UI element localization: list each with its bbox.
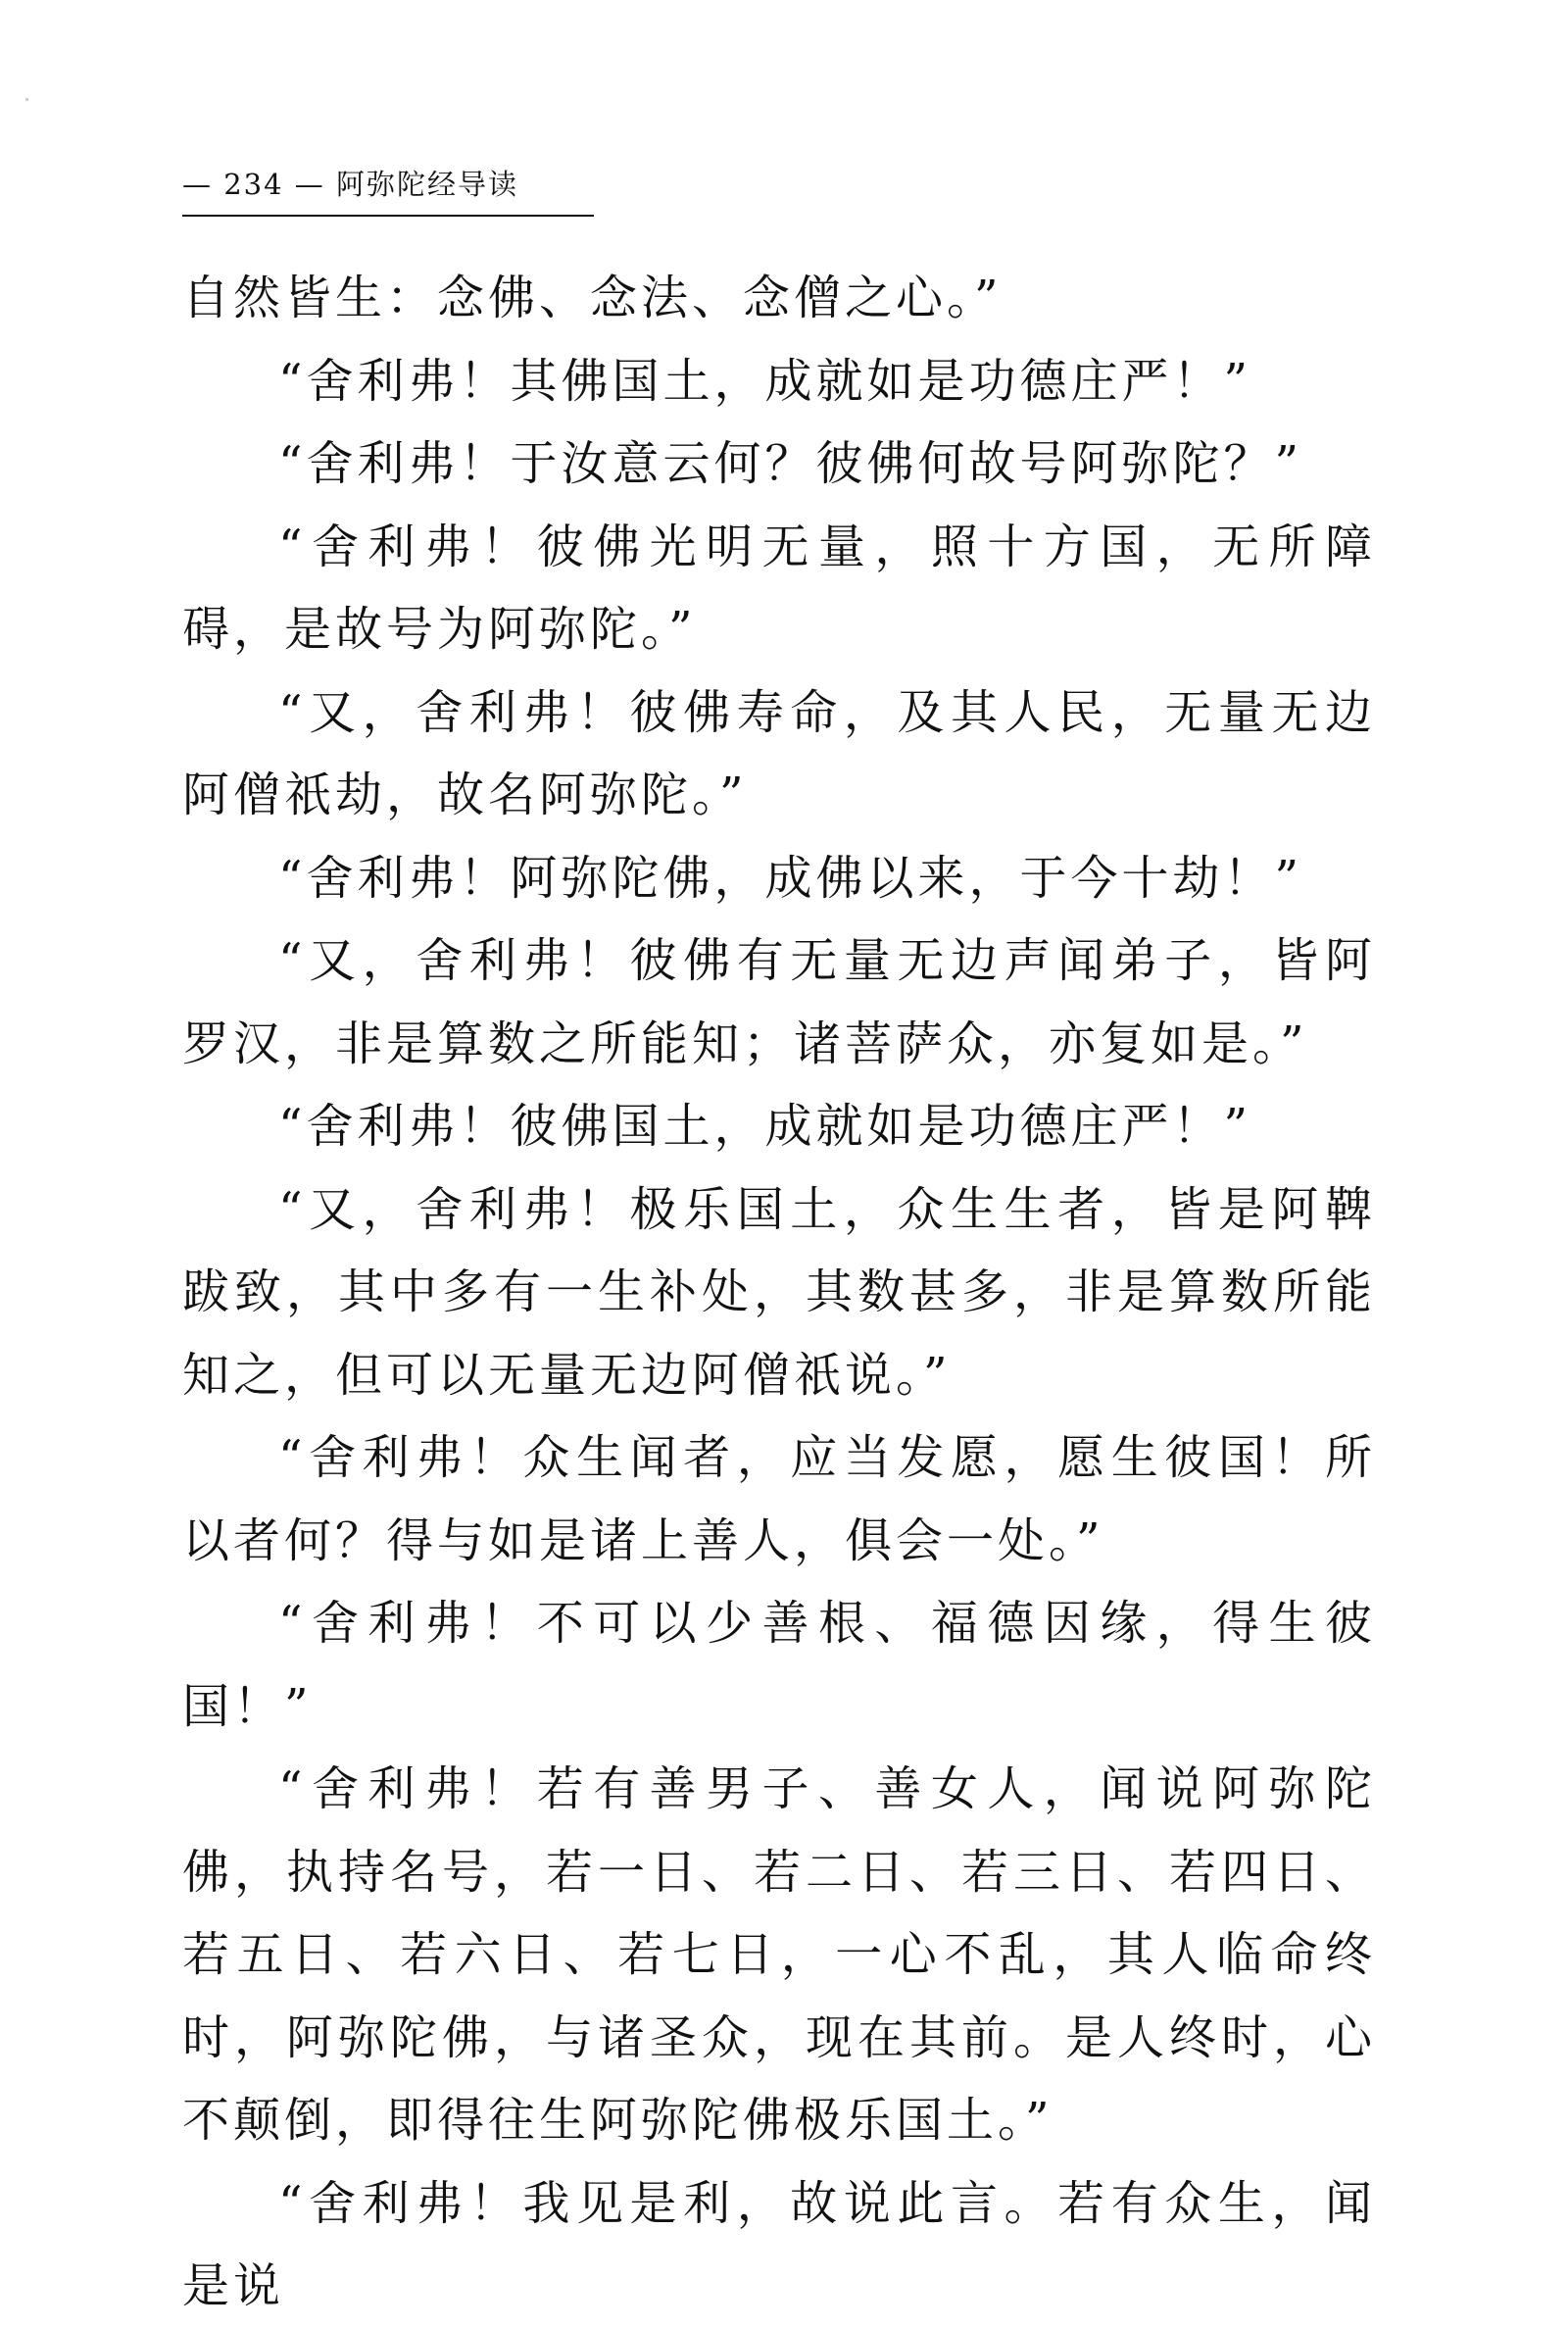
paragraph: “舍利弗！不可以少善根、福德因缘，得生彼国！” [182,1596,1376,1734]
paragraph: “舍利弗！其佛国土，成就如是功德庄严！” [278,353,1252,409]
body-text [182,257,1376,2328]
running-head: — 234 — 阿弥陀经导读 [182,168,519,201]
paragraph: “舍利弗！阿弥陀佛，成佛以来，于今十劫！” [278,850,1303,906]
paragraph-continuation: 自然皆生：念佛、念法、念僧之心。” [182,271,1003,325]
paragraph: “舍利弗！彼佛国土，成就如是功德庄严！” [278,1099,1252,1154]
header-rule [182,215,594,217]
paragraph: “舍利弗！若有善男子、善女人，闻说阿弥陀佛，执持名号，若一日、若二日、若三日、若四日、若五日、若六日、若七日，一心不乱，其人临命终时，阿弥陀佛，与诸圣众，现在其前。是人终时，心不颠倒，即得往生阿弥陀佛极乐国土。” [182,1761,1376,2148]
paragraph: “舍利弗！于汝意云何？彼佛何故号阿弥陀？” [278,436,1303,491]
paragraph: “又，舍利弗！彼佛寿命，及其人民，无量无边阿僧祇劫，故名阿弥陀。” [182,684,1376,822]
scan-speck [25,98,28,101]
paragraph: “又，舍利弗！极乐国土，众生生者，皆是阿鞞跋致，其中多有一生补处，其数甚多，非是算数所能知之，但可以无量无边阿僧祇说。” [182,1181,1376,1403]
paragraph: “舍利弗！彼佛光明无量，照十方国，无所障碍，是故号为阿弥陀。” [182,519,1376,657]
paragraph: “舍利弗！众生闻者，应当发愿，愿生彼国！所以者何？得与如是诸上善人，俱会一处。” [182,1430,1376,1568]
paragraph: “舍利弗！我见是利，故说此言。若有众生，闻是说 [182,2175,1376,2313]
paragraph: “又，舍利弗！彼佛有无量无边声闻弟子，皆阿罗汉，非是算数之所能知；诸菩萨众，亦复如是。” [182,933,1376,1071]
